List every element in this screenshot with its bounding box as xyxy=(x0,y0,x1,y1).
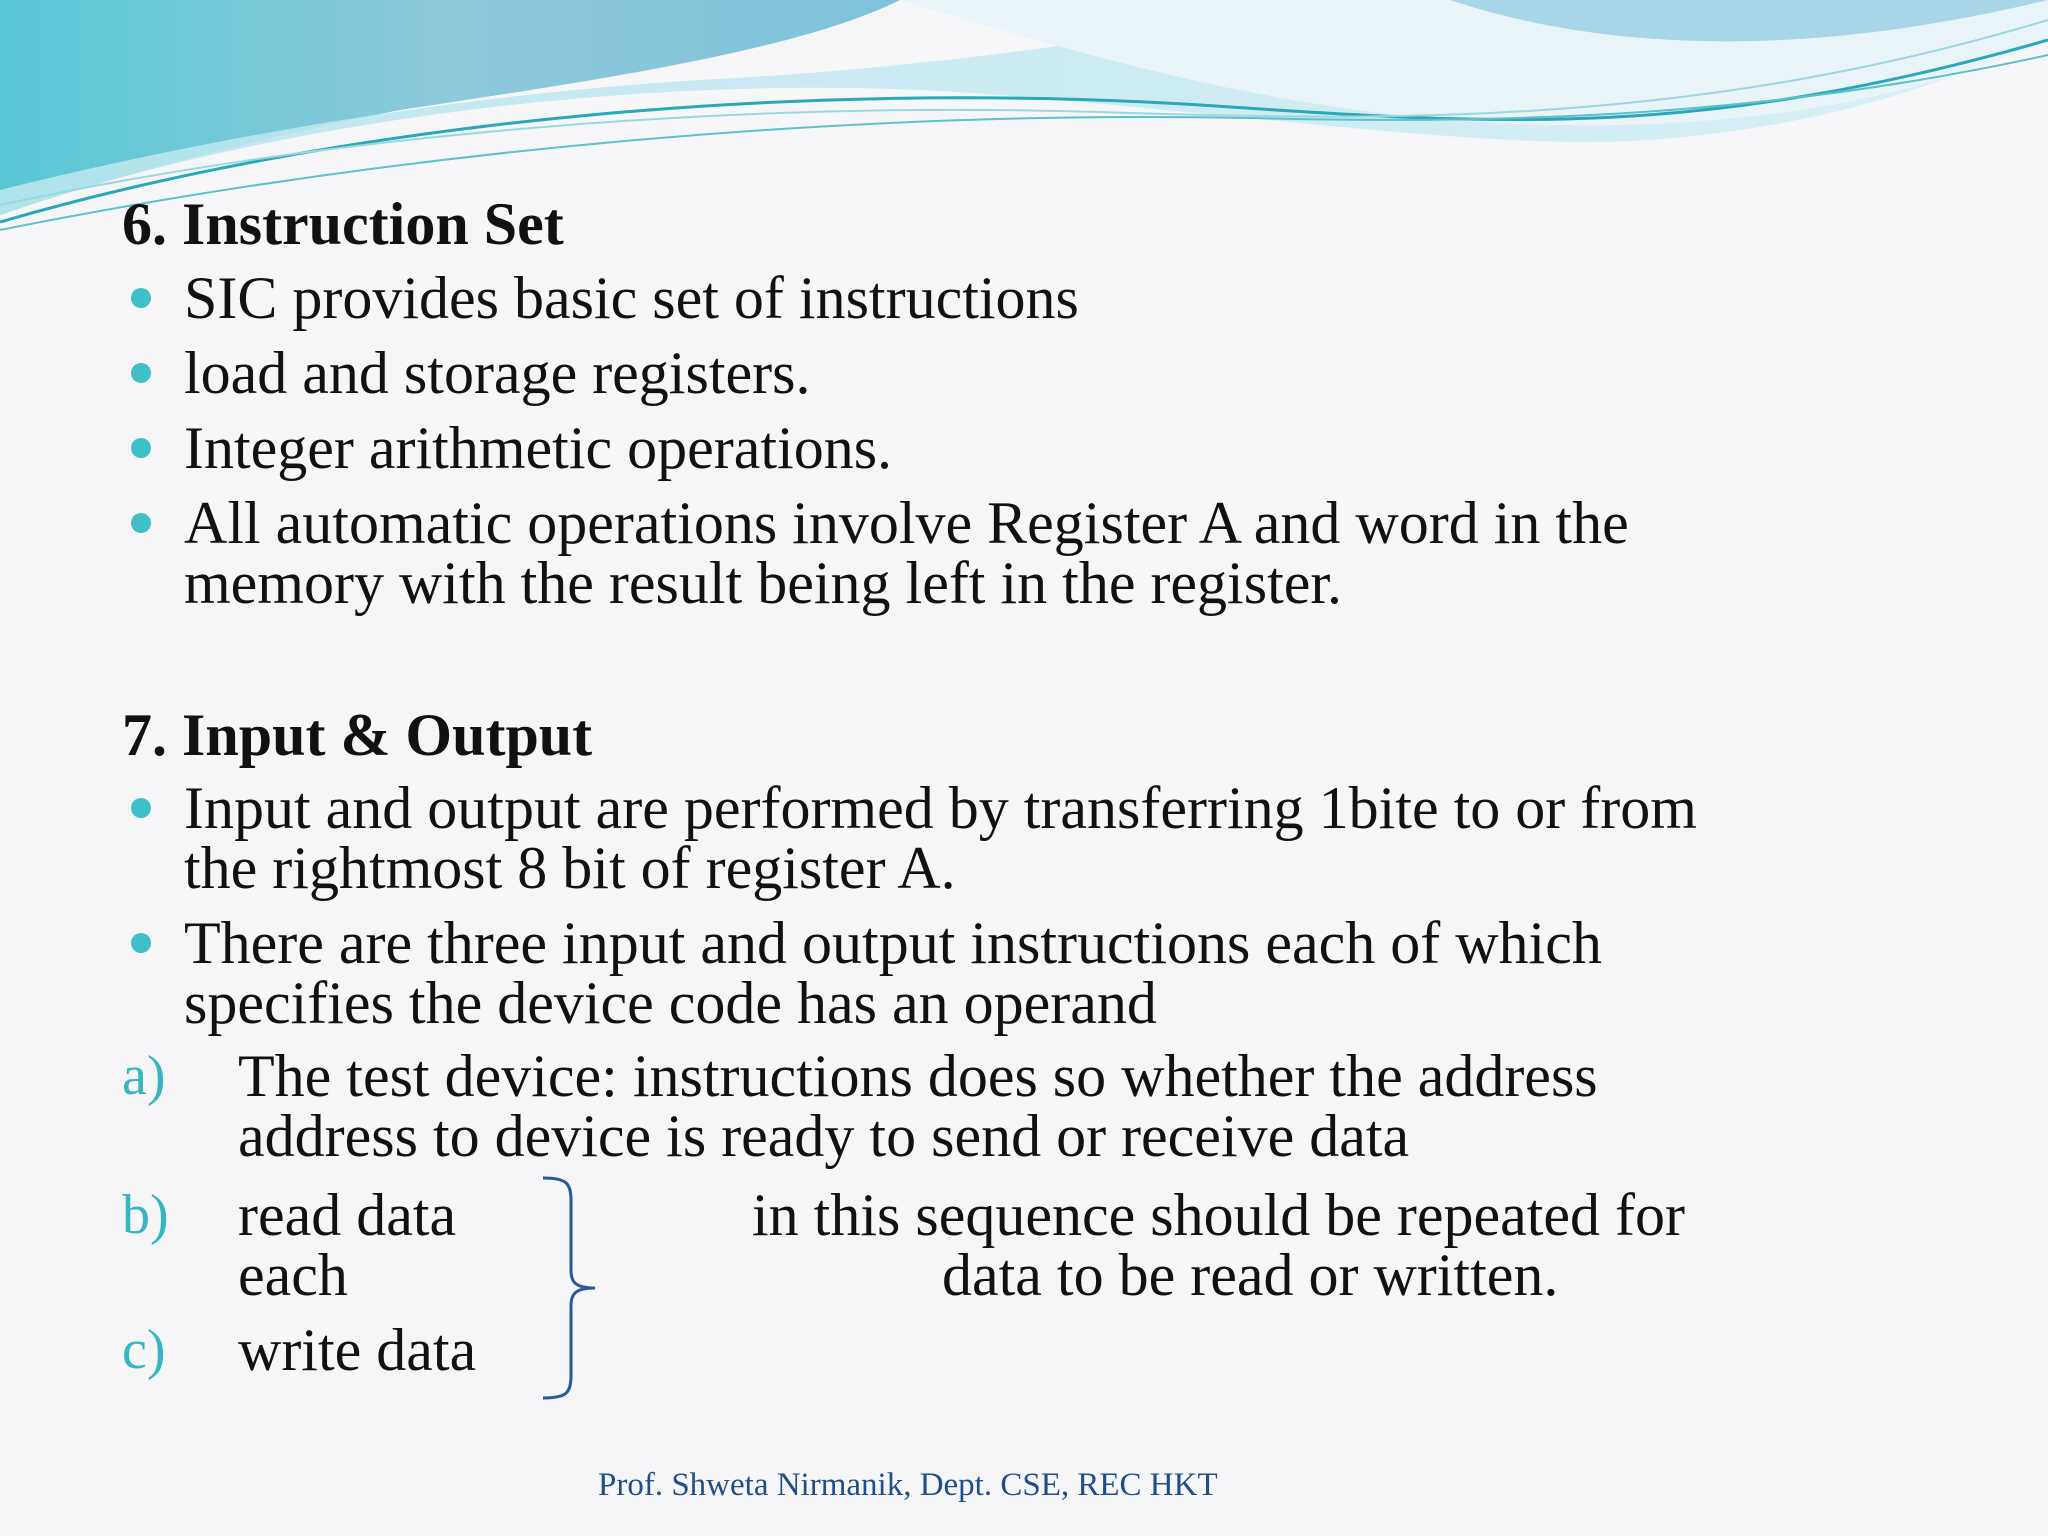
bullet-icon xyxy=(131,438,151,458)
instruction-set-bullet-4-line-2: memory with the result being left in the register. xyxy=(184,550,1343,616)
footer-credit: Prof. Shweta Nirmanik, Dept. CSE, REC HKT xyxy=(598,1467,1218,1503)
item-a-marker: a) xyxy=(122,1045,166,1107)
right-brace-icon xyxy=(505,1170,605,1406)
instruction-set-bullet-1: SIC provides basic set of instructions xyxy=(184,265,1079,331)
bullet-icon xyxy=(131,363,151,383)
bullet-icon xyxy=(131,798,151,818)
item-c-line-1: write data xyxy=(238,1317,477,1383)
io-bullet-1-line-2: the rightmost 8 bit of register A. xyxy=(184,835,956,901)
item-c-marker: c) xyxy=(122,1319,166,1381)
instruction-set-bullet-3: Integer arithmetic operations. xyxy=(184,415,893,481)
item-a-line-1: The test device: instructions does so whether the address xyxy=(238,1043,1598,1109)
item-b-marker: b) xyxy=(122,1184,169,1246)
item-b-line-1: read data xyxy=(238,1182,457,1248)
io-bullet-1-line-1: Input and output are performed by transferring 1bite to or from xyxy=(184,775,1697,841)
section-6-heading: 6. Instruction Set xyxy=(122,191,564,257)
bullet-icon xyxy=(131,288,151,308)
sequence-note-line-1: in this sequence should be repeated for xyxy=(752,1182,1686,1248)
section-7-heading: 7. Input & Output xyxy=(122,702,593,768)
io-bullet-2-line-2: specifies the device code has an operand xyxy=(184,970,1157,1036)
sequence-note-line-2: data to be read or written. xyxy=(942,1242,1559,1308)
item-a-line-2: address to device is ready to send or receive data xyxy=(238,1103,1410,1169)
instruction-set-bullet-2: load and storage registers. xyxy=(184,340,811,406)
bullet-icon xyxy=(131,513,151,533)
io-bullet-2-line-1: There are three input and output instructions each of which xyxy=(184,910,1602,976)
instruction-set-bullet-4-line-1: All automatic operations involve Register A and word in the xyxy=(184,490,1629,556)
bullet-icon xyxy=(131,933,151,953)
item-b-line-2: each xyxy=(238,1242,348,1308)
